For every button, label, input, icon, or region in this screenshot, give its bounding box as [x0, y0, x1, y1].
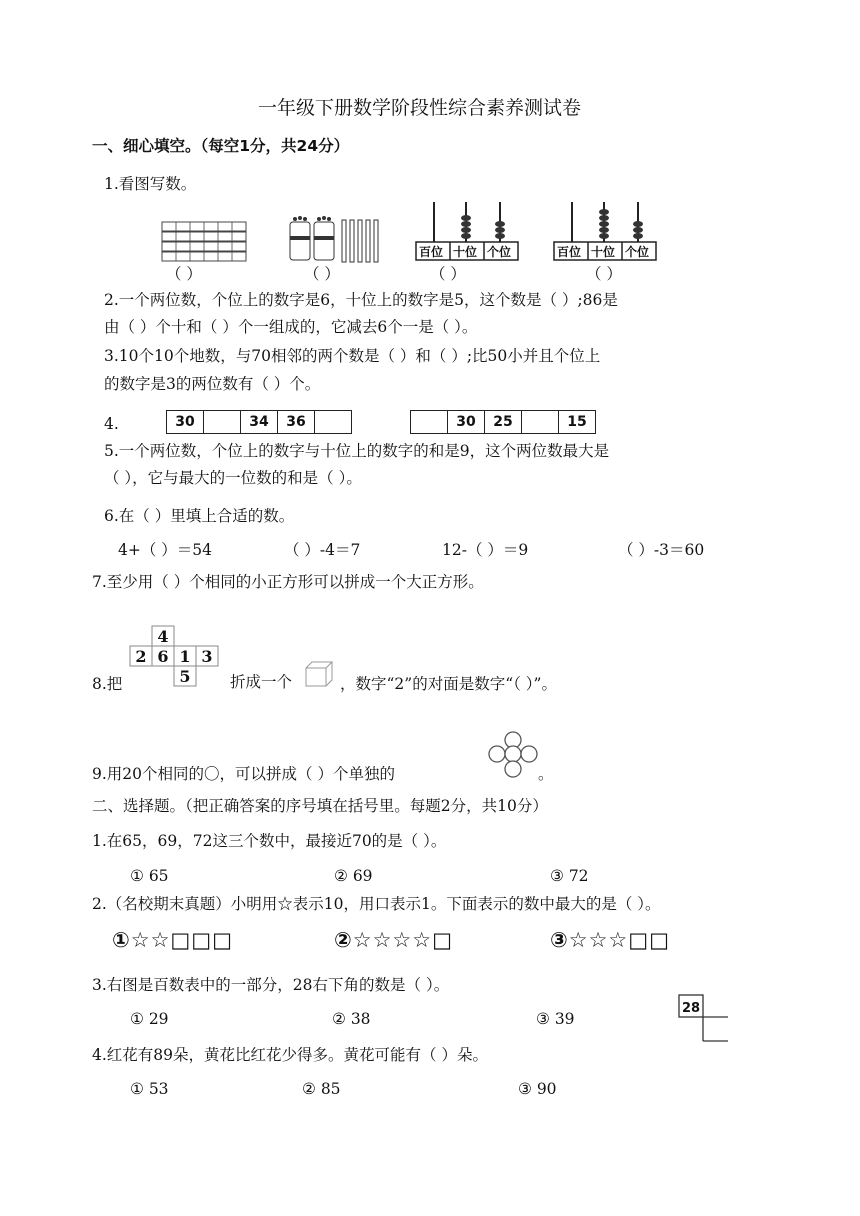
section-2-heading: 二、选择题。（把正确答案的序号填在括号里。每题2分，共10分）	[92, 797, 548, 815]
seq1-cell: 30	[167, 411, 204, 433]
section-1-heading: 一、细心填空。（每空1分，共24分）	[92, 137, 350, 155]
abacus-1-label-tens: 十位	[453, 245, 478, 259]
abacus-2-picture	[552, 200, 658, 262]
page-title: 一年级下册数学阶段性综合素养测试卷	[258, 97, 582, 119]
abacus-2-label-tens: 十位	[591, 245, 616, 259]
seq2-cell-blank[interactable]	[522, 411, 559, 433]
cube-net-picture	[128, 624, 224, 688]
q2-3-option-2[interactable]: ② 38	[332, 1010, 371, 1028]
q2-2-option-1[interactable]: ①☆☆□□□	[112, 928, 233, 952]
bundled-sticks-picture	[160, 218, 250, 264]
number-sequence-1	[166, 410, 352, 434]
question-1-5-line1: 5.一个两位数，个位上的数字与十位上的数字的和是9，这个两位数最大是	[104, 442, 610, 460]
net-face-6: 6	[157, 647, 169, 666]
question-1-4-label: 4.	[104, 415, 119, 433]
q2-4-option-2[interactable]: ② 85	[302, 1080, 341, 1098]
net-face-2: 2	[135, 647, 147, 666]
q2-1-option-1[interactable]: ① 65	[130, 867, 169, 885]
question-1-8-middle: 折成一个	[230, 673, 293, 691]
abacus-2-label-hundreds: 百位	[557, 245, 582, 259]
question-1-9: 9.用20个相同的〇，可以拼成（ ）个单独的	[92, 765, 395, 783]
question-1-3-line1: 3.10个10个地数，与70相邻的两个数是（ ）和（ ）;比50小并且个位上	[104, 347, 601, 365]
q2-1-option-2[interactable]: ② 69	[334, 867, 373, 885]
net-face-4: 4	[157, 627, 169, 646]
seq1-cell-blank[interactable]	[315, 411, 351, 433]
question-1-1: 1.看图写数。	[104, 175, 197, 193]
abacus-1-label-ones: 个位	[487, 245, 512, 259]
question-1-9-suffix: 。	[538, 765, 554, 783]
question-1-8-prefix: 8.把	[92, 675, 123, 693]
q1-blank-1[interactable]: （ ）	[166, 265, 202, 283]
question-1-8-suffix: ，数字“2”的对面是数字“（ ）”。	[340, 675, 557, 693]
hundred-chart-fragment	[678, 994, 730, 1044]
q2-4-option-3[interactable]: ③ 90	[518, 1080, 557, 1098]
seq1-cell-blank[interactable]	[204, 411, 241, 433]
question-2-4: 4.红花有89朵，黄花比红花少得多。黄花可能有（ ）朵。	[92, 1046, 488, 1064]
q6-item-2[interactable]: （ ）-4＝7	[284, 541, 361, 559]
question-1-2-line2: 由（ ）个十和（ ）个一组成的，它减去6个一是（ ）。	[104, 318, 478, 336]
net-face-1: 1	[179, 647, 191, 666]
q1-blank-3[interactable]: （ ）	[430, 265, 466, 283]
seq1-cell: 34	[241, 411, 278, 433]
sticks-bundles-picture	[286, 212, 386, 264]
question-1-5-line2: （ ），它与最大的一位数的和是（ ）。	[104, 469, 362, 487]
net-face-3: 3	[201, 647, 213, 666]
q2-3-option-3[interactable]: ③ 39	[536, 1010, 575, 1028]
net-face-5: 5	[179, 667, 191, 686]
seq2-cell-blank[interactable]	[411, 411, 448, 433]
seq2-cell: 30	[448, 411, 485, 433]
question-2-2: 2.（名校期末真题）小明用☆表示10，用口表示1。下面表示的数中最大的是（ ）。	[92, 895, 661, 913]
q2-2-option-2[interactable]: ②☆☆☆☆□	[334, 928, 453, 952]
question-2-1: 1.在65，69，72这三个数中，最接近70的是（ ）。	[92, 832, 447, 850]
abacus-2-label-ones: 个位	[625, 245, 650, 259]
q6-item-4[interactable]: （ ）-3＝60	[618, 541, 705, 559]
q2-3-option-1[interactable]: ① 29	[130, 1010, 169, 1028]
q2-4-option-1[interactable]: ① 53	[130, 1080, 169, 1098]
seq2-cell: 25	[485, 411, 522, 433]
number-sequence-2	[410, 410, 596, 434]
q1-blank-2[interactable]: （ ）	[304, 265, 340, 283]
abacus-1-picture	[414, 200, 520, 262]
q2-1-option-3[interactable]: ③ 72	[550, 867, 589, 885]
question-2-3: 3.右图是百数表中的一部分，28右下角的数是（ ）。	[92, 976, 450, 994]
q2-2-option-3[interactable]: ③☆☆☆□□	[550, 928, 670, 952]
hundred-chart-28: 28	[681, 1001, 701, 1016]
seq1-cell: 36	[278, 411, 315, 433]
question-1-7: 7.至少用（ ）个相同的小正方形可以拼成一个大正方形。	[92, 573, 484, 591]
abacus-1-label-hundreds: 百位	[419, 245, 444, 259]
q1-blank-4[interactable]: （ ）	[586, 265, 622, 283]
q6-item-3[interactable]: 12-（ ）＝9	[442, 541, 529, 559]
seq2-cell: 15	[567, 414, 587, 430]
q6-item-1[interactable]: 4+（ ）＝54	[118, 541, 212, 559]
question-1-6: 6.在（ ）里填上合适的数。	[104, 507, 295, 525]
circle-pattern-icon	[486, 730, 540, 780]
question-1-3-line2: 的数字是3的两位数有（ ）个。	[104, 375, 321, 393]
cube-icon	[304, 660, 334, 688]
question-1-2-line1: 2.一个两位数，个位上的数字是6，十位上的数字是5，这个数是（ ）;86是	[104, 291, 618, 309]
